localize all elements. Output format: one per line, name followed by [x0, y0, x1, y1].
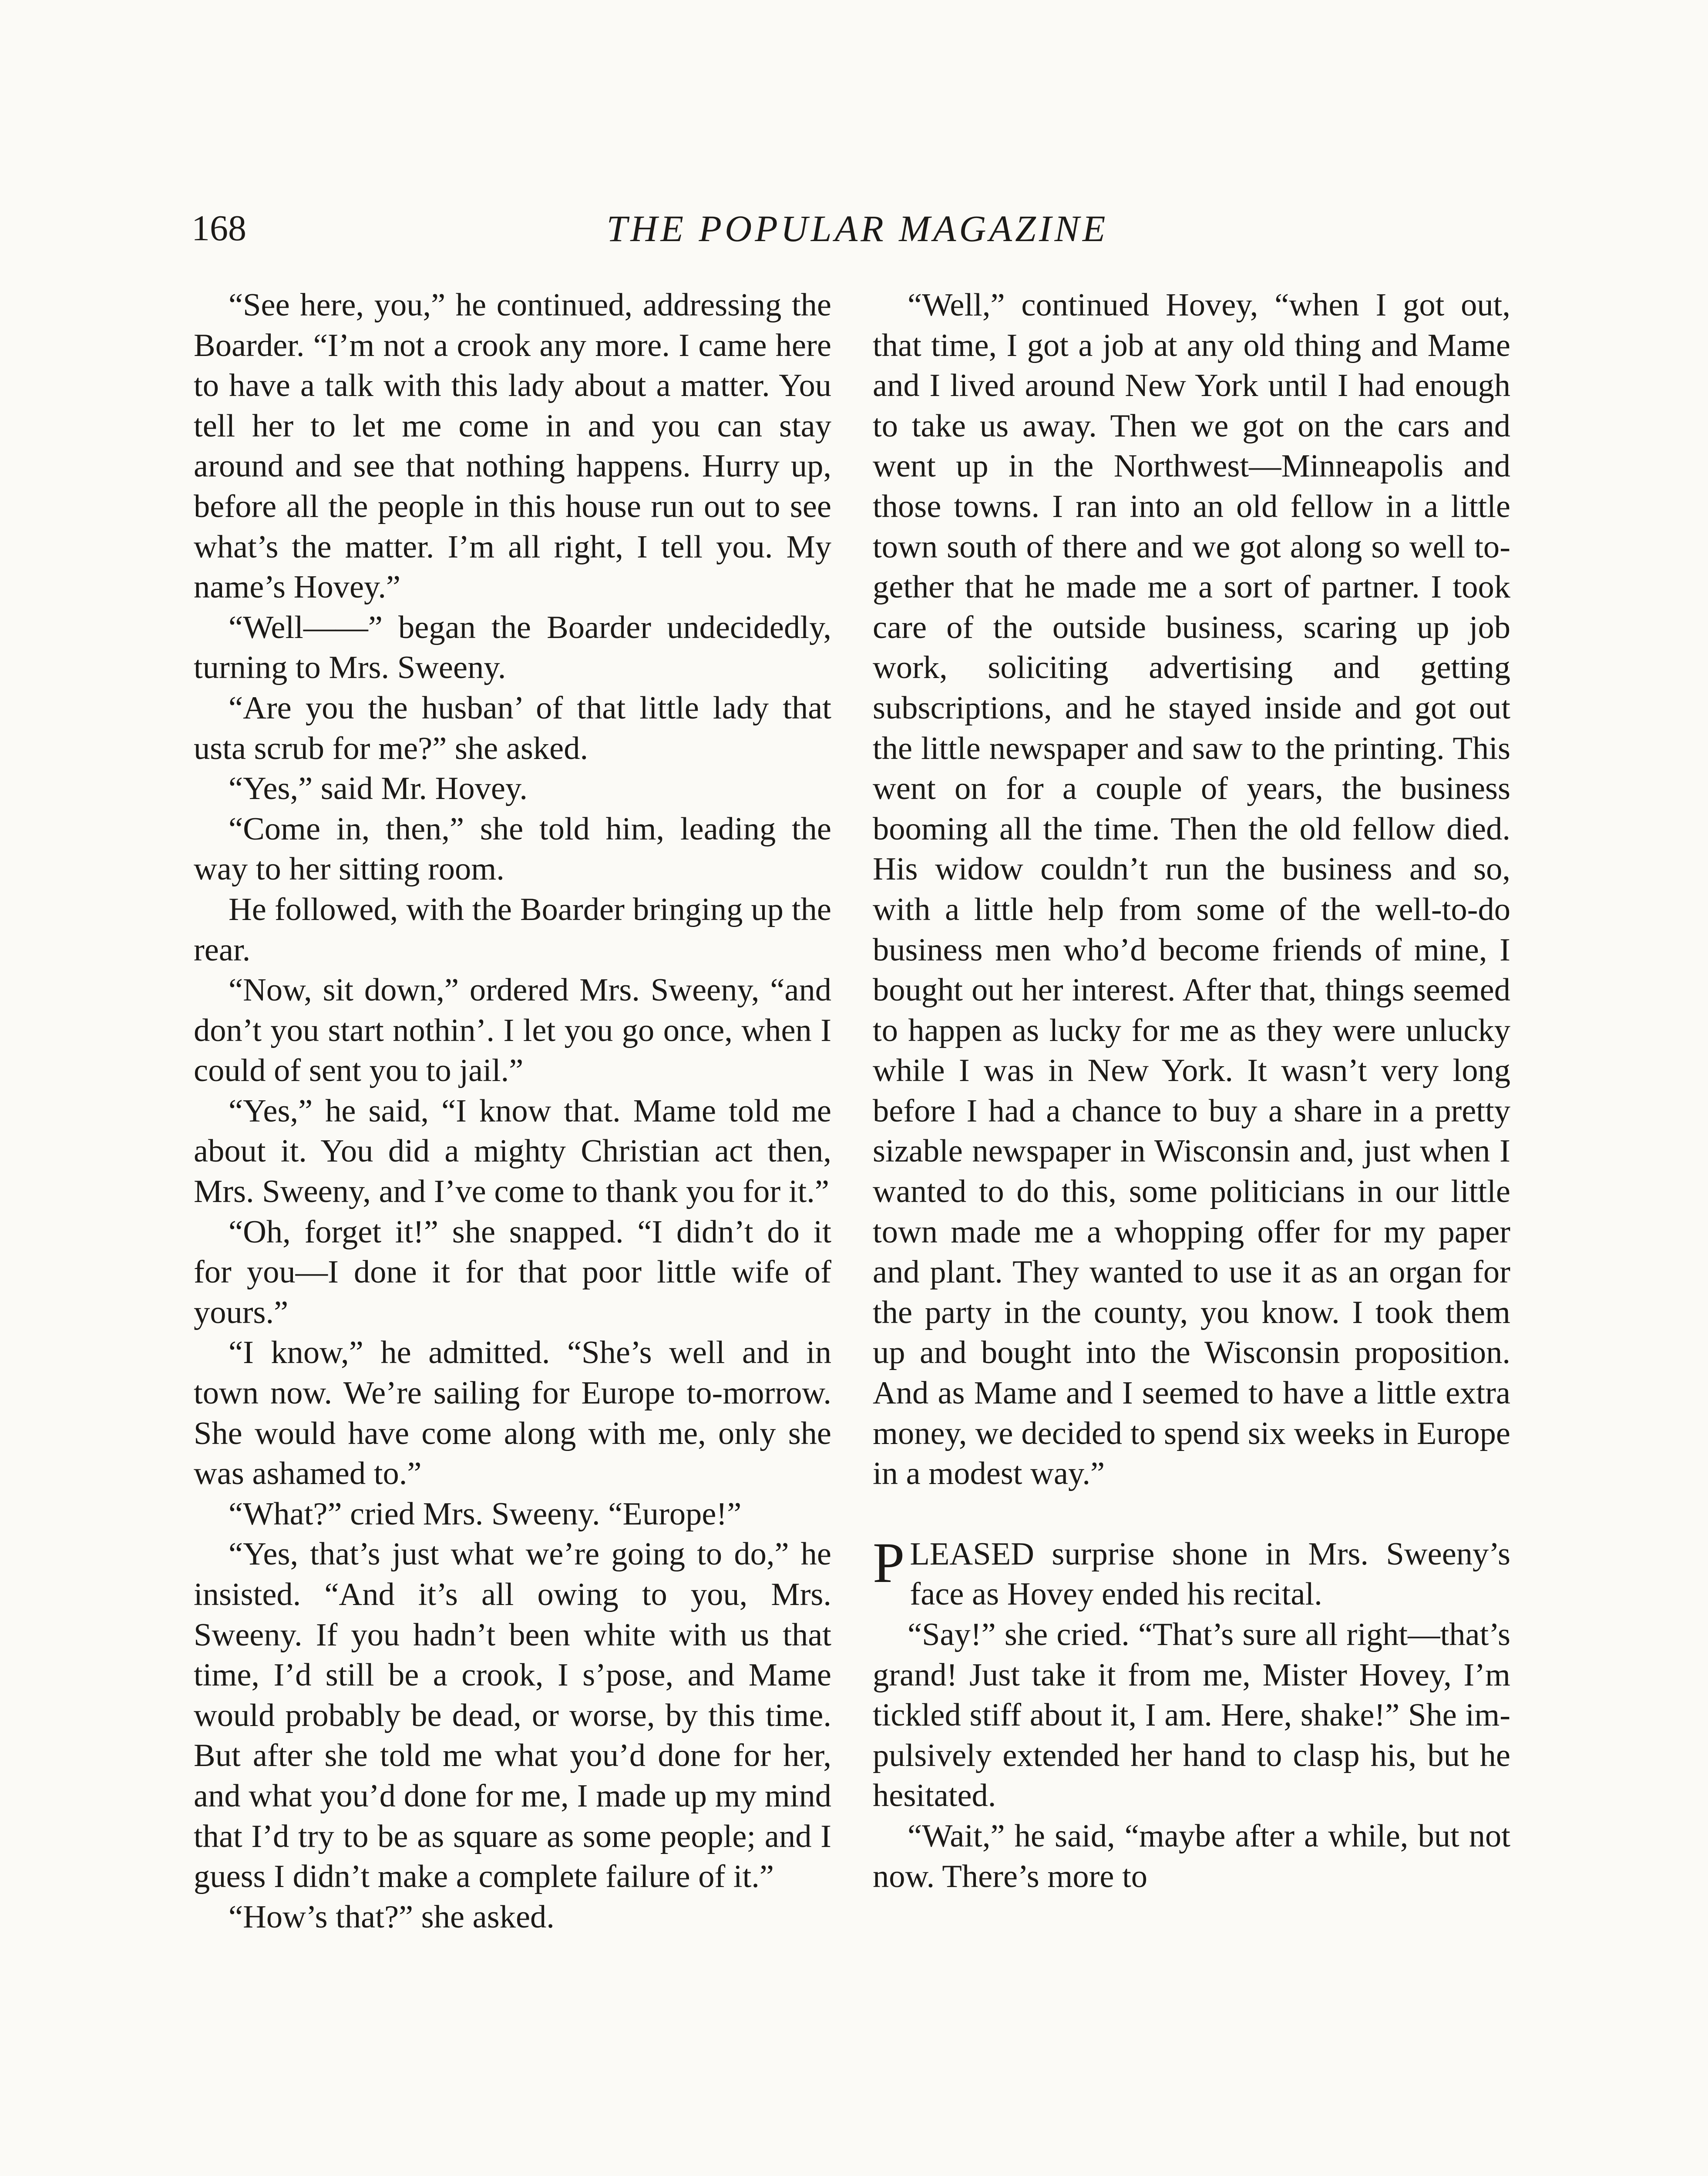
running-title: THE POPULAR MAGAZINE: [606, 208, 1109, 249]
page-number: 168: [192, 208, 246, 248]
paragraph: “Yes,” he said, “I know that. Mame told me about it. You did a mighty Christian act then, Mrs. Sweeny, and I’ve come to thank you for it.”: [194, 1093, 831, 1210]
section-opening-text: surprise shone in Mrs. Sweeny’s face as Hovey ended his recital.: [910, 1536, 1510, 1612]
left-column: [194, 285, 831, 1937]
right-column: [873, 285, 1510, 1897]
paragraph: He followed, with the Boarder bringing up the rear.: [194, 891, 831, 968]
paragraph: “Well,” continued Hovey, “when I got out, that time, I got a job at any old thing and Mame and I lived around New York until I had enough to take us away. Then we got on the cars and went up in the Northwest—Minneapolis and those towns. I ran into an old fellow in a little town south of there and we got along so well together that he made me a sort of partner. I took care of the outside business, scaring up job work, soliciting advertising and getting subscriptions, and he stayed inside and got out the little newspaper and saw to the printing. This went on for a couple of years, the business booming all the time. Then the old fellow died. His widow couldn’t run the business and so, with a little help from some of the well-to-do business men who’d become friends of mine, I bought out her interest. After that, things seemed to happen as lucky for me as they were unlucky while I was in New York. It wasn’t very long before I had a chance to buy a share in a pretty sizable newspaper in Wisconsin and, just when I wanted to do this, some politicians in our little town made me a whopping offer for my paper and plant. They wanted to use it as an organ for the party in the county, you know. I took them up and bought into the Wisconsin proposition. And as Mame and I seemed to have a little extra money, we decided to spend six weeks in Europe in a modest way.”: [873, 287, 1510, 1492]
paragraph: “Yes, that’s just what we’re going to do,” he insisted. “And it’s all owing to you, Mrs. Sweeny. If you hadn’t been white with us that time, I’d still be a crook, I s’pose, and Mame would probably be dead, or worse, by this time. But after she told me what you’d done for her, and what you’d done for me, I made up my mind that I’d try to be as square as some people; and I guess I didn’t make a complete failure of it.”: [194, 1536, 831, 1895]
paragraph: “Well——” began the Boarder undecidedly, turning to Mrs. Sweeny.: [194, 609, 831, 686]
paragraph: “Yes,” said Mr. Hovey.: [229, 771, 528, 807]
paragraph: “How’s that?” she asked.: [229, 1899, 555, 1935]
paragraph: “I know,” he admitted. “She’s well and in town now. We’re sailing for Europe to-morrow. She would have come along with me, only she was ashamed to.”: [194, 1335, 831, 1492]
paragraph: “What?” cried Mrs. Sweeny. “Europe!”: [229, 1496, 742, 1532]
paragraph: “Come in, then,” she told him, leading the way to her sitting room.: [194, 811, 831, 887]
paragraph: “Say!” she cried. “That’s sure all right—that’s grand! Just take it from me, Mister Hovey, I’m tickled stiff about it, I am. Here, shake!” She impulsively extended her hand to clasp his, but he hesitated.: [873, 1617, 1510, 1814]
paragraph: “Wait,” he said, “maybe after a while, but not now. There’s more to: [873, 1818, 1510, 1894]
drop-cap-lead: LEASED: [910, 1536, 1034, 1572]
page-header: [192, 205, 1523, 261]
paragraph: “See here, you,” he continued, addressing the Boarder. “I’m not a crook any more. I came here to have a talk with this lady about a matter. You tell her to let me come in and you can stay around and see that nothing happens. Hurry up, before all the people in this house run out to see what’s the matter. I’m all right, I tell you. My name’s Hovey.”: [194, 287, 831, 605]
section-opening-paragraph: [873, 1530, 1510, 1615]
paragraph: “Oh, forget it!” she snapped. “I didn’t do it for you—I done it for that poor little wife of yours.”: [194, 1214, 831, 1330]
paragraph: “Now, sit down,” ordered Mrs. Sweeny, “and don’t you start nothin’. I let you go once, when I could of sent you to jail.”: [194, 972, 831, 1089]
drop-cap: P: [873, 1530, 905, 1595]
paragraph: “Are you the husban’ of that little lady that usta scrub for me?” she asked.: [194, 690, 831, 766]
